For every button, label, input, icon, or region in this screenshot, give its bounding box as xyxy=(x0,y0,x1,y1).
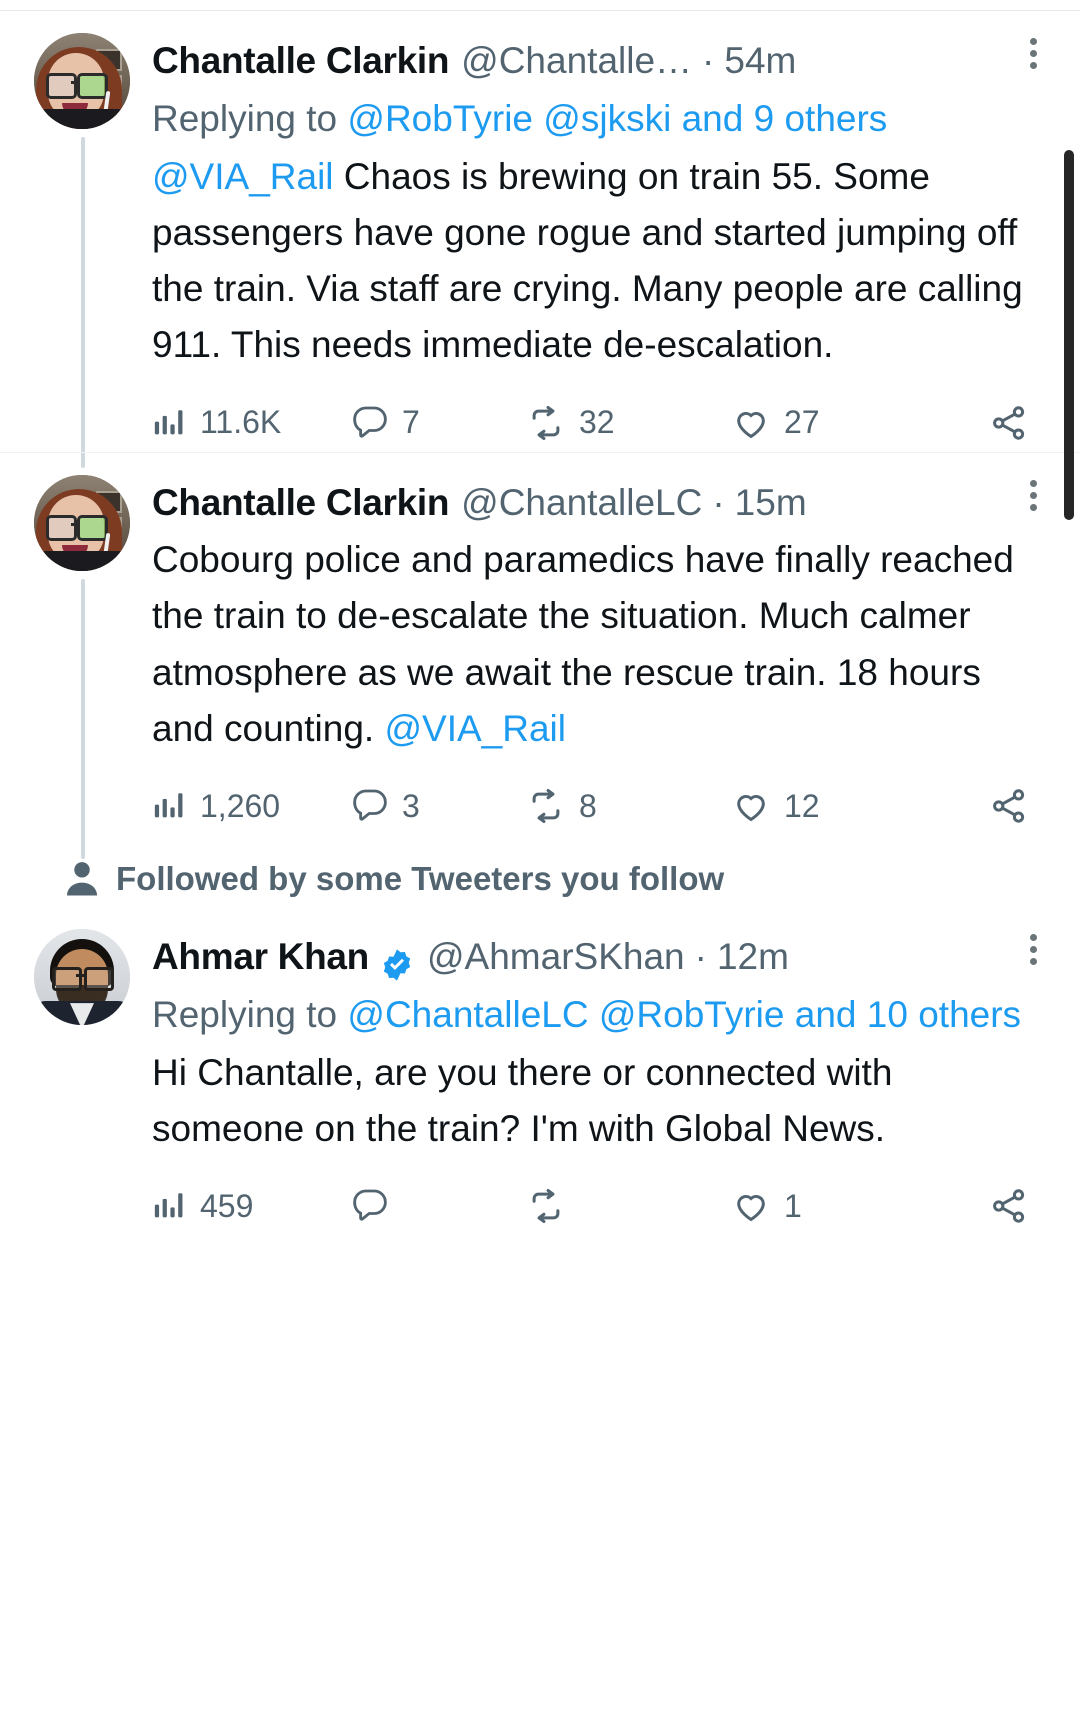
display-name[interactable]: Chantalle Clarkin xyxy=(152,40,450,81)
reply-count: 3 xyxy=(402,787,420,824)
share-button[interactable] xyxy=(990,404,1028,442)
views-button[interactable] xyxy=(152,404,352,441)
vertical-scrollbar[interactable] xyxy=(1064,150,1074,520)
like-button[interactable] xyxy=(732,787,912,825)
mention-link[interactable]: @VIA_Rail xyxy=(152,155,334,197)
timestamp[interactable]: 12m xyxy=(716,936,789,978)
share-icon xyxy=(990,404,1028,442)
avatar[interactable] xyxy=(34,33,130,129)
display-name[interactable]: Chantalle Clarkin xyxy=(152,481,450,523)
heart-icon xyxy=(732,404,770,442)
like-count: 12 xyxy=(784,787,820,824)
replying-prefix: Replying to xyxy=(152,97,348,139)
views-count: 459 xyxy=(200,1187,254,1224)
timestamp[interactable]: 15m xyxy=(734,481,807,523)
share-icon xyxy=(990,787,1028,825)
tweet-item[interactable] xyxy=(0,452,1080,835)
tweet-body xyxy=(146,475,1046,825)
avatar[interactable] xyxy=(34,475,130,571)
tweet-text-content: Cobourg police and paramedics have finally reached the train to de-escalate the situation. Much calmer atmosphere as we await the rescue train. 18 hours and counting. xyxy=(152,539,1014,749)
retweet-icon xyxy=(527,787,565,825)
views-button[interactable] xyxy=(152,1188,352,1225)
retweet-button[interactable] xyxy=(527,404,732,442)
like-button[interactable] xyxy=(732,404,912,442)
avatar[interactable] xyxy=(34,929,130,1025)
tweet-text xyxy=(152,149,1046,374)
retweet-icon xyxy=(527,404,565,442)
tweet-text xyxy=(152,532,1046,757)
tweet-gutter xyxy=(34,475,146,825)
retweet-count: 32 xyxy=(579,404,615,441)
tweet-header xyxy=(152,929,1046,985)
verified-badge-icon xyxy=(379,943,415,979)
reply-count: 7 xyxy=(402,404,420,441)
views-button[interactable] xyxy=(152,788,352,825)
reply-button[interactable] xyxy=(352,788,527,825)
tweet-actions xyxy=(152,787,1046,825)
followed-by-row xyxy=(0,835,1080,907)
mention-link[interactable]: @RobTyrie xyxy=(598,993,785,1035)
mention-link[interactable]: @ChantalleLC xyxy=(347,993,589,1035)
tweet-gutter xyxy=(34,929,146,1225)
reply-bubble-icon xyxy=(352,788,388,824)
mention-link[interactable]: @RobTyrie xyxy=(347,97,534,139)
tweet-actions xyxy=(152,404,1046,442)
retweet-button[interactable] xyxy=(527,787,732,825)
timestamp[interactable]: 54m xyxy=(724,40,797,81)
tweet-item[interactable] xyxy=(0,11,1080,452)
replying-to-line xyxy=(152,91,1046,147)
separator-dot: · xyxy=(702,40,715,81)
more-options-icon[interactable] xyxy=(1006,475,1046,516)
share-icon xyxy=(990,1187,1028,1225)
tweet-header xyxy=(152,33,1046,89)
reply-bubble-icon xyxy=(352,405,388,441)
tweet-text-content: Chaos is brewing on train 55. Some passengers have gone rogue and started jumping off the train. Via staff are crying. Many people are calling 911. This needs immediate de-escalation. xyxy=(152,155,1023,366)
retweet-button[interactable] xyxy=(527,1187,732,1225)
followed-by-label: Followed by some Tweeters you follow xyxy=(116,860,725,898)
replying-suffix[interactable]: and 10 others xyxy=(784,993,1022,1035)
retweet-icon xyxy=(527,1187,565,1225)
user-handle[interactable]: @AhmarSKhan xyxy=(426,936,685,978)
share-button[interactable] xyxy=(990,1187,1028,1225)
status-bar-edge xyxy=(0,0,1080,11)
like-count: 27 xyxy=(784,404,820,441)
tweet-body xyxy=(146,929,1046,1225)
views-count: 11.6K xyxy=(200,404,282,441)
views-count: 1,260 xyxy=(200,787,281,824)
user-handle[interactable]: @ChantalleLC xyxy=(461,481,703,523)
tweet-gutter xyxy=(34,33,146,442)
reply-bubble-icon xyxy=(352,1188,388,1224)
replying-to-line xyxy=(152,987,1046,1043)
tweet-actions xyxy=(152,1187,1046,1225)
analytics-bars-icon xyxy=(152,789,186,823)
like-count: 1 xyxy=(784,1187,802,1224)
heart-icon xyxy=(732,787,770,825)
mention-link[interactable]: @VIA_Rail xyxy=(384,707,566,749)
analytics-bars-icon xyxy=(152,406,186,440)
retweet-count: 8 xyxy=(579,787,597,824)
display-name[interactable]: Ahmar Khan xyxy=(152,936,369,978)
tweet-text xyxy=(152,1045,1046,1157)
tweet-text-content: Hi Chantalle, are you there or connected with someone on the train? I'm with Global News. xyxy=(152,1051,893,1150)
thread-feed[interactable] xyxy=(0,11,1080,1716)
person-icon xyxy=(60,857,104,901)
user-handle[interactable]: @Chantalle… xyxy=(461,40,693,81)
reply-button[interactable] xyxy=(352,404,527,441)
like-button[interactable] xyxy=(732,1187,912,1225)
separator-dot: · xyxy=(712,481,725,523)
analytics-bars-icon xyxy=(152,1189,186,1223)
thread-connector-line xyxy=(81,137,85,468)
more-options-icon[interactable] xyxy=(1006,33,1046,74)
share-button[interactable] xyxy=(990,787,1028,825)
tweet-body xyxy=(146,33,1046,442)
more-options-icon[interactable] xyxy=(1006,929,1046,970)
mention-link[interactable]: @sjkski xyxy=(543,97,672,139)
thread-connector-line xyxy=(81,805,85,859)
replying-suffix[interactable]: and 9 others xyxy=(671,97,888,139)
heart-icon xyxy=(732,1187,770,1225)
separator-dot: · xyxy=(694,936,707,978)
tweet-header xyxy=(152,475,1046,531)
reply-button[interactable] xyxy=(352,1188,527,1224)
replying-prefix: Replying to xyxy=(152,993,348,1035)
tweet-item[interactable] xyxy=(0,907,1080,1235)
